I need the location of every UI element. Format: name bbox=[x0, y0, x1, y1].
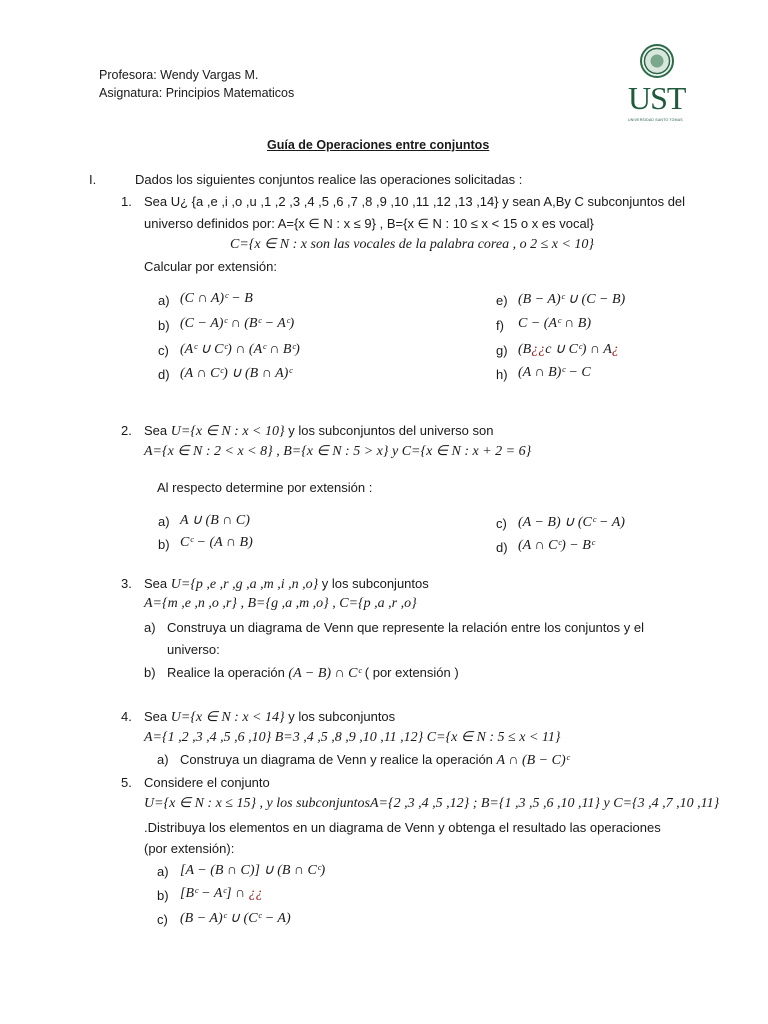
exercise-label: a) bbox=[157, 864, 169, 879]
logo-subtitle: UNIVERSIDAD SANTO TOMAS bbox=[628, 118, 683, 122]
exercise-label: a) bbox=[157, 752, 169, 767]
problem-number: 2. bbox=[121, 423, 132, 438]
exercise-expression: [A − (B ∩ C)] ∪ (B ∩ Cᶜ) bbox=[180, 863, 326, 878]
problem-number: 3. bbox=[121, 576, 132, 591]
set-definition: A={x ∈ N : 2 < x < 8} , B={x ∈ N : 5 > x} y C={x ∈ N : x + 2 = 6} bbox=[144, 444, 532, 459]
problem-number: 5. bbox=[121, 775, 132, 790]
exercise-text: Construya un diagrama de Venn y realice la operación A ∩ (B − C)ᶜ bbox=[180, 752, 570, 768]
exercise-expression: (B − A)ᶜ ∪ (Cᶜ − A) bbox=[180, 911, 291, 926]
exercise-label: c) bbox=[496, 516, 507, 531]
exercise-expression: (Aᶜ ∪ Cᶜ) ∩ (Aᶜ ∩ Bᶜ) bbox=[180, 342, 300, 357]
exercise-label: d) bbox=[158, 367, 170, 382]
exercise-expression: (B − A)ᶜ ∪ (C − B) bbox=[518, 292, 626, 307]
page-title: Guía de Operaciones entre conjuntos bbox=[267, 138, 490, 152]
exercise-label: b) bbox=[158, 537, 170, 552]
problem-text: Considere el conjunto bbox=[144, 775, 270, 790]
exercise-label: a) bbox=[158, 514, 170, 529]
set-definition: U={x ∈ N : x ≤ 15} , y los subconjuntosA={2 ,3 ,4 ,5 ,12} ; B={1 ,3 ,5 ,6 ,10 ,11} y C={3 ,4 ,7 ,10 ,11} bbox=[144, 796, 720, 811]
exercise-expression: Cᶜ − (A ∩ B) bbox=[180, 535, 253, 550]
exercise-expression: (C − A)ᶜ ∩ (Bᶜ − Aᶜ) bbox=[180, 316, 295, 331]
set-definition: C={x ∈ N : x son las vocales de la palabra corea , o 2 ≤ x < 10} bbox=[230, 237, 595, 252]
problem-text: Sea U¿ {a ,e ,i ,o ,u ,1 ,2 ,3 ,4 ,5 ,6 ,7 ,8 ,9 ,10 ,11 ,12 ,13 ,14} y sean A,By C subconjuntos del bbox=[144, 194, 686, 209]
problem-text: Calcular por extensión: bbox=[144, 259, 277, 274]
exercise-text: Construya un diagrama de Venn que represente la relación entre los conjuntos y el bbox=[167, 620, 644, 635]
exercise-text: universo: bbox=[167, 642, 220, 657]
exercise-expression: (A ∩ Cᶜ) − Bᶜ bbox=[518, 538, 595, 553]
set-definition: A={m ,e ,n ,o ,r} , B={g ,a ,m ,o} , C={p ,a ,r ,o} bbox=[144, 596, 417, 611]
problem-text: Sea U={p ,e ,r ,g ,a ,m ,i ,n ,o} y los subconjuntos bbox=[144, 576, 429, 592]
exercise-expression: (B¿¿c ∪ Cᶜ) ∩ A¿ bbox=[518, 342, 619, 357]
problem-text: Sea U={x ∈ N : x < 14} y los subconjuntos bbox=[144, 709, 396, 725]
exercise-text: Realice la operación (A − B) ∩ Cᶜ ( por extensión ) bbox=[167, 665, 459, 681]
set-definition: A={1 ,2 ,3 ,4 ,5 ,6 ,10} B=3 ,4 ,5 ,8 ,9 ,10 ,11 ,12} C={x ∈ N : 5 ≤ x < 11} bbox=[144, 730, 561, 745]
exercise-label: f) bbox=[496, 318, 504, 333]
exercise-expression: (C ∩ A)ᶜ − B bbox=[180, 291, 253, 306]
problem-number: 4. bbox=[121, 709, 132, 724]
professor-line: Profesora: Wendy Vargas M. bbox=[99, 68, 259, 82]
university-seal-icon bbox=[640, 44, 674, 78]
exercise-label: c) bbox=[157, 912, 168, 927]
exercise-label: a) bbox=[144, 620, 156, 635]
exercise-label: c) bbox=[158, 343, 169, 358]
problem-text: universo definidos por: A={x ∈ N : x ≤ 9} , B={x ∈ N : 10 ≤ x < 15 o x es vocal} bbox=[144, 216, 594, 231]
exercise-label: e) bbox=[496, 293, 508, 308]
exercise-expression: [Bᶜ − Aᶜ] ∩ ¿¿ bbox=[180, 886, 263, 901]
logo-text: UST bbox=[628, 80, 686, 116]
exercise-label: d) bbox=[496, 540, 508, 555]
exercise-expression: A ∪ (B ∩ C) bbox=[180, 513, 250, 528]
exercise-label: a) bbox=[158, 293, 170, 308]
exercise-label: b) bbox=[144, 665, 156, 680]
exercise-label: h) bbox=[496, 367, 508, 382]
problem-text: (por extensión): bbox=[144, 841, 235, 856]
exercise-expression: C − (Aᶜ ∩ B) bbox=[518, 316, 592, 331]
exercise-label: g) bbox=[496, 343, 508, 358]
exercise-label: b) bbox=[157, 888, 169, 903]
problem-number: 1. bbox=[121, 194, 132, 209]
section-numeral: I. bbox=[89, 172, 97, 187]
exercise-expression: (A ∩ Cᶜ) ∪ (B ∩ A)ᶜ bbox=[180, 366, 292, 381]
section-intro: Dados los siguientes conjuntos realice las operaciones solicitadas : bbox=[135, 172, 523, 187]
problem-text: Sea U={x ∈ N : x < 10} y los subconjuntos del universo son bbox=[144, 423, 494, 439]
problem-text: .Distribuya los elementos en un diagrama de Venn y obtenga el resultado las operaciones bbox=[144, 820, 661, 835]
subject-line: Asignatura: Principios Matematicos bbox=[99, 86, 295, 100]
problem-text: Al respecto determine por extensión : bbox=[157, 480, 373, 495]
exercise-label: b) bbox=[158, 318, 170, 333]
exercise-expression: (A ∩ B)ᶜ − C bbox=[518, 365, 591, 380]
exercise-expression: (A − B) ∪ (Cᶜ − A) bbox=[518, 515, 625, 530]
